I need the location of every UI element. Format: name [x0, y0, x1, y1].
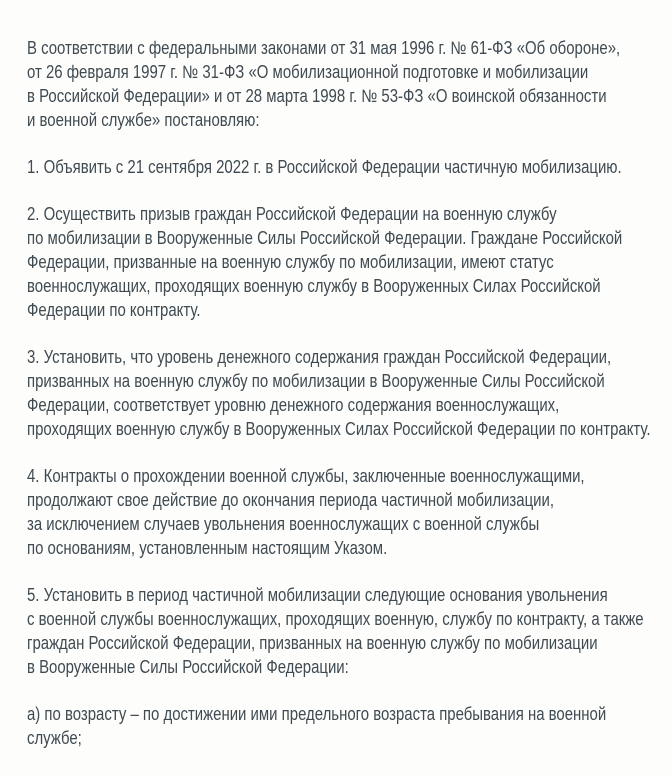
text-line: военнослужащих, проходящих военную службу в Вооруженных Силах Российской: [27, 276, 601, 296]
text-line: и военной службе» постановляю:: [27, 110, 260, 130]
text-line: от 26 февраля 1997 г. № 31-ФЗ «О мобилизационной подготовке и мобилизации: [27, 62, 589, 82]
paragraph-item-5: [27, 583, 671, 679]
text-line: 1. Объявить с 21 сентября 2022 г. в Российской Федерации частичную мобилизацию.: [27, 157, 622, 177]
text-line: службе;: [27, 728, 82, 748]
text-line: в Российской Федерации» и от 28 марта 1998 г. № 53-ФЗ «О воинской обязанности: [27, 86, 607, 106]
document-text-block: [27, 36, 671, 750]
text-line: продолжают свое действие до окончания периода частичной мобилизации,: [27, 490, 554, 510]
text-line: 4. Контракты о прохождении военной службы, заключенные военнослужащими,: [27, 466, 585, 486]
text-line: В соответствии с федеральными законами от 31 мая 1996 г. № 61-ФЗ «Об обороне»,: [27, 38, 621, 58]
text-line: призванных на военную службу по мобилизации в Вооруженные Силы Российской: [27, 371, 605, 391]
text-line: граждан Российской Федерации, призванных на военную службу по мобилизации: [27, 633, 598, 653]
paragraph-item-1: [27, 155, 671, 179]
text-line: 3. Установить, что уровень денежного содержания граждан Российской Федерации,: [27, 347, 612, 367]
text-line: по мобилизации в Вооруженные Силы Российской Федерации. Граждане Российской: [27, 228, 623, 248]
text-line: в Вооруженные Силы Российской Федерации:: [27, 657, 349, 677]
text-line: проходящих военную службу в Вооруженных Силах Российской Федерации по контракту.: [27, 419, 651, 439]
text-line: по основаниям, установленным настоящим Указом.: [27, 538, 388, 558]
paragraph-item-4: [27, 464, 671, 560]
paragraph-item-3: [27, 345, 671, 441]
text-line: 5. Установить в период частичной мобилизации следующие основания увольнения: [27, 585, 608, 605]
text-line: 2. Осуществить призыв граждан Российской Федерации на военную службу: [27, 204, 557, 224]
text-line: за исключением случаев увольнения военнослужащих с военной службы: [27, 514, 540, 534]
text-line: Федерации по контракту.: [27, 300, 201, 320]
paragraph-item-2: [27, 202, 671, 322]
text-line: Федерации, соответствует уровню денежного содержания военнослужащих,: [27, 395, 560, 415]
text-line: Федерации, призванные на военную службу по мобилизации, имеют статус: [27, 252, 554, 272]
paragraph-intro: [27, 36, 671, 132]
paragraph-item-5a: [27, 702, 671, 750]
text-line: с военной службы военнослужащих, проходящих военную, службу по контракту, а также: [27, 609, 644, 629]
text-line: а) по возрасту – по достижении ими предельного возраста пребывания на военной: [27, 704, 607, 724]
